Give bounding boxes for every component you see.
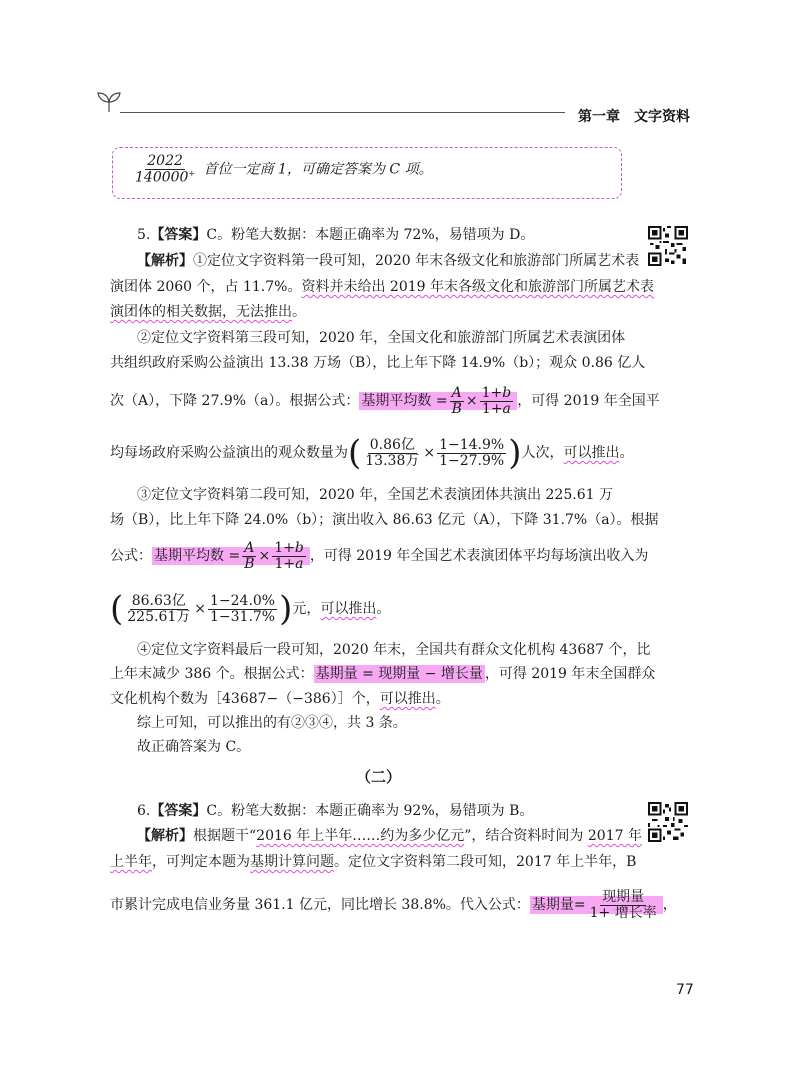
- tip-box: [112, 147, 622, 199]
- qr-code-icon[interactable]: [648, 226, 688, 266]
- formula-highlight: 基期平均数 = $\frac{A}{B}$ × $\frac{1+b}{1+a}$: [359, 392, 517, 410]
- q5-result-line: ( $\frac{\text{86.63亿}}{\text{225.61万}}$ × $\frac{1-24.0\%}{1-31.7\%}$ )元，可以推出。: [110, 589, 391, 629]
- q6-text-line: 上半年，可判定本题为基期计算问题。定位文字资料第二段可知，2017 年上半年，B: [110, 854, 637, 870]
- section-title: （二）: [356, 768, 402, 786]
- formula-highlight: 基期量= $\frac{\text{现期量}}{\text{1+ 增长率}}$: [530, 896, 663, 914]
- q5-formula-line: 公式： 基期平均数 = $\frac{A}{B}$ × $\frac{1+b}{1+a}$ ，可得 2019 年全国艺术表演团体平均每场演出收入为: [110, 540, 649, 572]
- chapter-title: 第一章 文字资料: [578, 109, 690, 125]
- q5-text-line: 演团体 2060 个，占 11.7%。资料并未给出 2019 年末各级文化和旅游部门所属艺术表: [110, 279, 654, 295]
- q6-answer-line: 6.【答案】C。粉笔大数据：本题正确率为 92%，易错项为 B。: [137, 803, 534, 819]
- q5-text-line: 演团体的相关数据，无法推出。: [110, 304, 306, 320]
- sprout-icon: [96, 90, 122, 114]
- q5-text-line: ③定位文字资料第二段可知，2020 年，全国艺术表演团体共演出 225.61 万: [137, 487, 613, 503]
- q5-text-line: 文化机构个数为［43687−（−386）］个，可以推出。: [110, 691, 450, 707]
- formula-highlight: 基期量 = 现期量 − 增长量: [315, 666, 483, 682]
- qr-code-icon[interactable]: [648, 802, 688, 842]
- q5-answer-line: 5.【答案】C。粉笔大数据：本题正确率为 72%，易错项为 D。: [137, 227, 535, 243]
- q5-text-line: 场（B），比上年下降 24.0%（b）；演出收入 86.63 亿元（A），下降 31.7%（a）。根据: [110, 512, 659, 528]
- tip-fraction: $\frac{2022}{140000^+}$: [135, 153, 196, 186]
- q5-text-line: ②定位文字资料第三段可知，2020 年，全国文化和旅游部门所属艺术表演团体: [137, 330, 626, 346]
- header-rule: [120, 112, 565, 113]
- q5-text-line: ④定位文字资料最后一段可知，2020 年末，全国共有群众文化机构 43687 个，比: [137, 642, 651, 658]
- q5-result-line: 均每场政府采购公益演出的观众数量为( $\frac{\text{0.86亿}}{\text{13.38万}}$ × $\frac{1-14.9\%}{1-27.9\%}$ )人次，可以推出。: [110, 433, 634, 473]
- q5-text-line: 共组织政府采购公益演出 13.38 万场（B），比上年下降 14.9%（b）；观众 0.86 亿人: [110, 355, 646, 371]
- q6-formula-line: 市累计完成电信业务量 361.1 亿元，同比增长 38.8%。代入公式： 基期量= $\frac{\text{现期量}}{\text{1+ 增长率}}$ ，: [110, 889, 677, 921]
- q5-formula-line: 上年末减少 386 个。根据公式： 基期量 = 现期量 − 增长量 ，可得 2019 年末全国群众: [110, 666, 656, 682]
- tip-text: $\frac{2022}{140000^+}$ 首位一定商 1，可确定答案为 C 项。: [135, 153, 433, 186]
- page-number: 77: [676, 982, 694, 998]
- q5-formula-line: 次（A），下降 27.9%（a）。根据公式： 基期平均数 = $\frac{A}{B}$ × $\frac{1+b}{1+a}$ ，可得 2019 年全国平: [110, 385, 660, 417]
- q5-conclusion: 故正确答案为 C。: [137, 739, 251, 755]
- q5-summary: 综上可知，可以推出的有②③④，共 3 条。: [137, 715, 407, 731]
- q6-explanation-line: 【解析】根据题干“2016 年上半年……约为多少亿元”，结合资料时间为 2017 年: [137, 828, 642, 844]
- q5-explanation-line: 【解析】①定位文字资料第一段可知，2020 年末各级文化和旅游部门所属艺术表: [137, 253, 640, 269]
- formula-highlight: 基期平均数 = $\frac{A}{B}$ × $\frac{1+b}{1+a}$: [152, 547, 310, 565]
